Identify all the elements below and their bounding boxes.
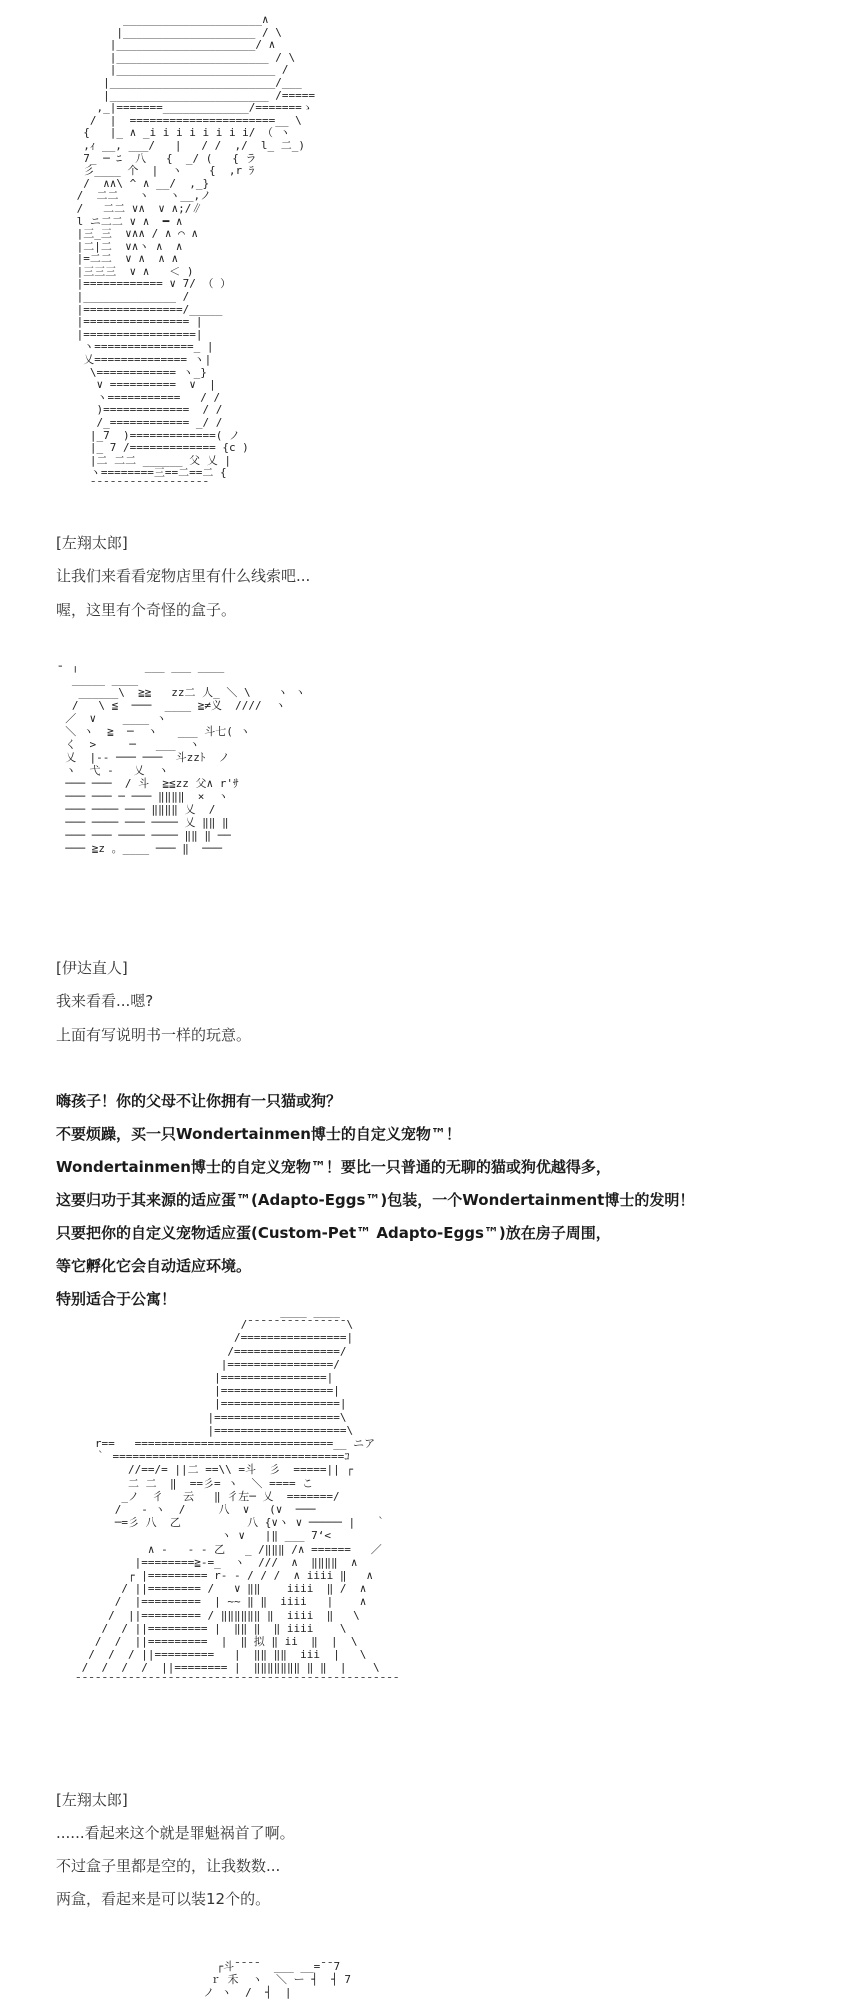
dialogue-line: ......看起来这个就是罪魁祸首了啊。 — [56, 1824, 295, 1842]
dialogue-line: 上面有写说明书一样的玩意。 — [56, 1026, 252, 1044]
advertisement-line: 嗨孩子！你的父母不让你拥有一只猫或狗？ — [56, 1092, 342, 1110]
speaker-name: [左翔太郎] — [56, 534, 128, 552]
speaker-name: [左翔太郎] — [56, 1791, 128, 1809]
dialogue-line: 不过盒子里都是空的，让我数数... — [56, 1857, 281, 1875]
speaker-name: [伊达直人] — [56, 959, 128, 977]
ascii-art-detective-pointing: _____________________∧ |____________________ / \ |_____________________/ ∧ |_______________________ / \ |________________________ / |_________________________/___ |________________________ /===== ,_|=======_____________/=======ゝ / | ======================__ \ { |_ ∧ _i i i i i i i i/ （ ヽ ,ｨ __, ___/ | / / ,/ l_ 二_) 7_ ─ ﾆ 八 { _/ ( { ラ 彡____ 个 | ヽ { ,r ﾗ / ∧∧\ ^ ∧ __/ ,_} / 二二 ヽ ヽ__,ノ / 二二 ∨∧ ∨ ∧;/∥ l ニ二二 ∨ ∧ ━ ∧ |三_三 ∨∧∧ / ∧ ⌒ ∧ |二|二 ∨∧ヽ ∧ ∧ |=二二 ∨ ∧ ∧ ∧ |三三三 ∨ ∧ ＜ ) |============ ∨ 7/ （ ） |______________ / |===============/_____ |================ | |=================| ヽ===============_ | 乂============== ヽ| \============ ヽ_} ∨ ========== ∨ | ヽ=========== / / )============= / / /_============ _/ / |_7 )=============( ノ |_ 7 /============= {c ) |二 二二 ______ 父 乂 | ヽ========三==二==二 { ¯¯¯¯¯¯¯¯¯¯¯¯¯¯¯¯¯¯ — [76, 14, 316, 492]
advertisement-line: 等它孵化它会自动适应环境。 — [56, 1257, 252, 1275]
ascii-art-detective-thinking: ____ ____ /¯¯¯¯¯¯¯¯¯¯¯¯¯¯¯\ /================| /================/ |================/ |================| |=================| |==================| |===================\ |====================\ r== ==============================__ ニア ｀ ===================================ｺ //==/= ||二 ==\\ =斗 彡 =====|| ┌ 二 二 ‖ ==彡= ヽ ＼ ==== こ _ノ 彳 云 ‖ 彳左─ 乂 =======/ / ‐ ヽ / 八 ∨ (∨ ─── ─=彡 八 乙 八 {∨ヽ ∨ ───── | ｀ ヽ ∨ |‖ ___ 7‘< ∧ ‐ - ‐ 乙 _ /‖‖‖ /∧ ====== ／ |========≧-=_ ヽ /// ∧ ‖‖‖‖ ∧ ┌ |========= r‐ ‐ / / / ∧ iiii ‖ ∧ / ||======== / ∨ ‖‖ iiii ‖ / ∧ / |========= | ~~ ‖ ‖ iiii | ∧ / ||========= / ‖‖‖‖‖‖ ‖ iiii ‖ \ / / ||========= | ‖‖ ‖ ‖ iiii \ / / ||========= | ‖ 拟 ‖ ii ‖ | \ / / / ||========= | ‖‖ ‖‖ iii | \ / / / / ||======== | ‖‖‖‖‖‖‖ ‖ ‖ | \ ¯¯¯¯¯¯¯¯¯¯¯¯¯¯¯¯¯¯¯¯¯¯¯¯¯¯¯¯¯¯¯¯¯¯¯¯¯¯¯¯¯¯¯¯¯¯¯¯¯ — [75, 1305, 400, 1688]
ascii-art-partial-next: ┌斗¯¯¯¯ ___ __=¯¯7 ｒ 禾 ヽ ＼ ー ┤ ┤ 7 ノ ヽ / ┤ | — [203, 1960, 351, 1999]
dialogue-line: 两盒，看起来是可以装12个的。 — [56, 1890, 271, 1908]
dialogue-line: 喔，这里有个奇怪的盒子。 — [56, 601, 237, 619]
dialogue-line: 让我们来看看宠物店里有什么线索吧... — [56, 567, 311, 585]
dialogue-line: 我来看看...嗯? — [56, 992, 154, 1010]
advertisement-line: Wondertainmen博士的自定义宠物™！要比一只普通的无聊的猫或狗优越得多， — [56, 1158, 611, 1176]
advertisement-line: 只要把你的自定义宠物适应蛋(Custom-Pet™ Adapto-Eggs™)放在房子周围， — [56, 1224, 611, 1242]
advertisement-line: 不要烦躁，买一只Wondertainmen博士的自定义宠物™！ — [56, 1125, 461, 1143]
advertisement-line: 这要归功于其来源的适应蛋™(Adapto-Eggs™)包装，一个Wondertainment博士的发明！ — [56, 1191, 695, 1209]
advertisement-line: 特别适合于公寓！ — [56, 1290, 177, 1308]
ascii-art-character-reading: ╴ ╷ ___ ___ ____ _____ ____ ______\ ≧≧ zz二 人_ ＼ \ ヽ ヽ / \ ≦ ─── ____ ≧≠义 //// ヽ ／ ∨ ____ ヽ ＼ ヽ ≧ ─ ヽ ___ 斗七( ヽ く > ─ ___ ヽ 乂 |‐- ─── ─── 斗zzﾄ ノ ヽ 弋 ‐ 乂 ヽ ─── ─── / 斗 ≧≦zz 父∧ r'ｻ ─── ─── ─ ─── ‖‖‖‖ × ヽ ─── ──── ─── ‖‖‖‖ 乂 / ─── ──── ─── ──── 乂 ‖‖ ‖ ─── ─── ──── ──── ‖‖ ‖ ── ─── ≧z 。____ ─── ‖ ─── — [58, 660, 306, 855]
